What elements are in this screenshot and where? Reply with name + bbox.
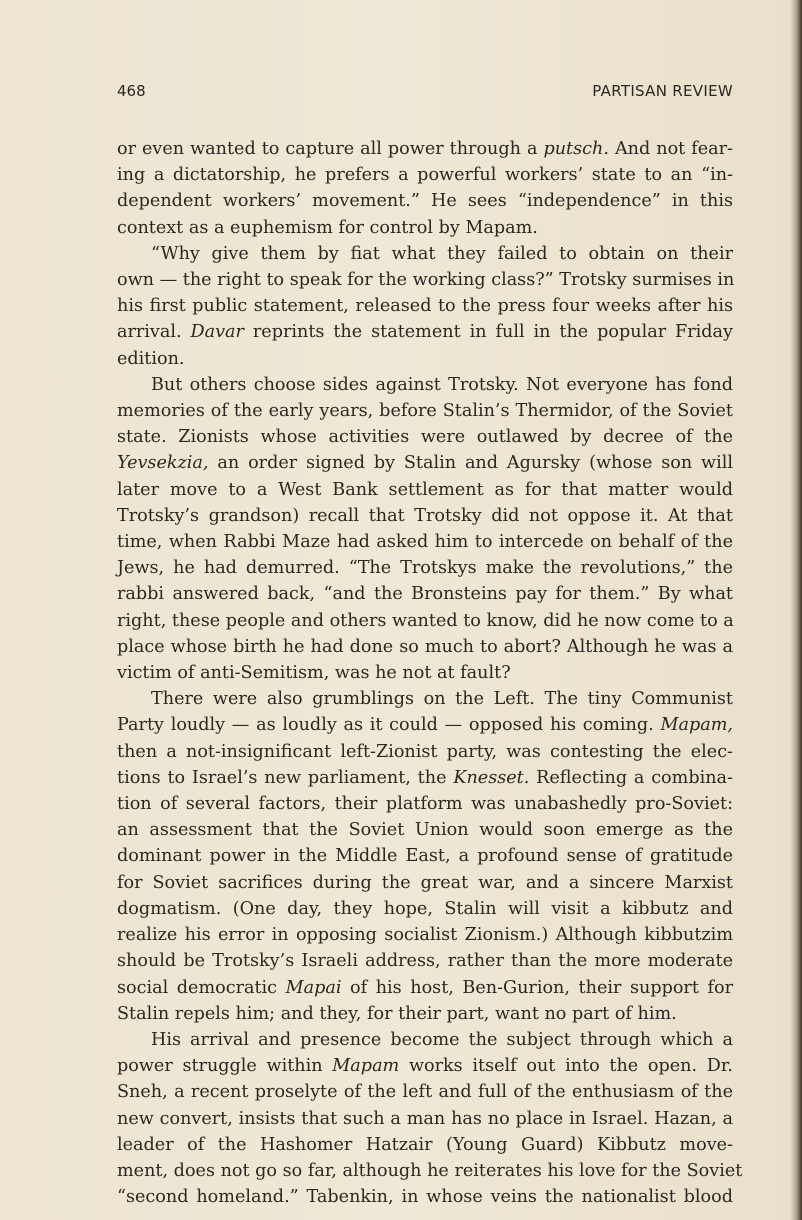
text-run: social democratic <box>117 977 286 998</box>
text-line <box>117 817 733 843</box>
text-run: reprints the statement in full in the popular Friday <box>243 322 733 343</box>
text-line <box>117 346 733 372</box>
text-line <box>117 948 733 974</box>
text-line <box>117 188 733 214</box>
text-run: context as a euphemism for control by Mapam. <box>117 217 538 238</box>
italic-text: Mapai <box>285 977 342 998</box>
text-run: edition. <box>117 348 185 369</box>
text-run: place whose birth he had done so much to abort? Although he was a <box>117 636 733 657</box>
text-run: Sneh, a recent proselyte of the left and full of the enthusiasm of the <box>117 1082 733 1103</box>
text-run: ing a dictatorship, he prefers a powerful workers’ state to an “in- <box>117 165 733 186</box>
text-line <box>117 581 733 607</box>
text-line <box>117 1184 733 1210</box>
italic-text: Knesset. <box>453 767 530 788</box>
text-run: Stalin repels him; and they, for their part, want no part of him. <box>117 1003 677 1024</box>
text-line <box>117 162 733 188</box>
page-header <box>117 82 733 106</box>
text-run: memories of the early years, before Stalin’s Thermidor, of the Soviet <box>117 401 733 422</box>
text-run: Party loudly — as loudly as it could — opposed his coming. <box>117 715 661 736</box>
text-line <box>117 1027 733 1053</box>
text-line <box>117 293 733 319</box>
text-run: time, when Rabbi Maze had asked him to intercede on behalf of the <box>117 532 733 553</box>
text-run: arrival. <box>117 322 191 343</box>
text-line <box>117 791 733 817</box>
text-run: Trotsky’s grandson) recall that Trotsky did not oppose it. At that <box>117 505 733 526</box>
text-line <box>117 477 733 503</box>
text-run: an order signed by Stalin and Agursky (whose son will <box>208 453 733 474</box>
text-run: an assessment that the Soviet Union would soon emerge as the <box>117 820 733 841</box>
text-run: But others choose sides against Trotsky. Not everyone has fond <box>151 374 733 395</box>
text-run: rabbi answered back, “and the Bronsteins pay for them.” By what <box>117 584 733 605</box>
text-run: works itself out into the open. Dr. <box>399 1056 733 1077</box>
page-number: 468 <box>117 82 146 100</box>
text-run: right, these people and others wanted to know, did he now come to a <box>117 610 734 631</box>
text-run: There were also grumblings on the Left. The tiny Communist <box>151 689 733 710</box>
text-line <box>117 215 733 241</box>
running-head: PARTISAN REVIEW <box>592 82 733 100</box>
text-line <box>117 136 733 162</box>
text-run: power struggle within <box>117 1056 333 1077</box>
text-line <box>117 896 733 922</box>
text-line <box>117 1132 733 1158</box>
text-line <box>117 634 733 660</box>
text-line <box>117 450 733 476</box>
text-line <box>117 712 733 738</box>
text-line <box>117 372 733 398</box>
text-run: should be Trotsky’s Israeli address, rather than the more moderate <box>117 951 733 972</box>
text-run: new convert, insists that such a man has no place in Israel. Hazan, a <box>117 1108 733 1129</box>
text-line <box>117 975 733 1001</box>
text-run: “second homeland.” Tabenkin, in whose veins the nationalist blood <box>117 1187 733 1208</box>
text-line <box>117 555 733 581</box>
text-line <box>117 1079 733 1105</box>
text-line <box>117 241 733 267</box>
text-run: “Why give them by fiat what they failed to obtain on their <box>151 243 733 264</box>
text-run: his first public statement, released to the press four weeks after his <box>117 296 733 317</box>
text-line <box>117 922 733 948</box>
text-line <box>117 660 733 686</box>
text-line <box>117 1001 733 1027</box>
text-line <box>117 765 733 791</box>
text-line <box>117 739 733 765</box>
italic-text: Mapam, <box>660 715 733 736</box>
text-run: realize his error in opposing socialist Zionism.) Although kibbutzim <box>117 925 733 946</box>
text-line <box>117 686 733 712</box>
text-line <box>117 424 733 450</box>
text-run: tions to Israel’s new parliament, the <box>117 767 454 788</box>
text-run: dogmatism. (One day, they hope, Stalin will visit a kibbutz and <box>117 898 733 919</box>
text-line <box>117 843 733 869</box>
text-run: His arrival and presence become the subject through which a <box>151 1029 733 1050</box>
text-run: ment, does not go so far, although he reiterates his love for the Soviet <box>117 1160 743 1181</box>
text-run: own — the right to speak for the working class?” Trotsky surmises in <box>117 270 735 291</box>
text-run: Jews, he had demurred. “The Trotskys make the revolutions,” the <box>117 558 733 579</box>
text-line <box>117 1158 743 1184</box>
text-line <box>117 398 733 424</box>
text-run: tion of several factors, their platform was unabashedly pro-Soviet: <box>117 794 733 815</box>
text-run: Reflecting a combina- <box>529 767 733 788</box>
italic-text: Yevsekzia, <box>117 453 209 474</box>
text-run: of his host, Ben-Gurion, their support for <box>341 977 733 998</box>
page-binding-edge <box>790 0 802 1220</box>
text-line <box>117 608 733 634</box>
text-run: for Soviet sacrifices during the great war, and a sincere Marxist <box>117 872 733 893</box>
italic-text: Mapam <box>332 1056 400 1077</box>
italic-text: Davar <box>190 322 244 343</box>
text-run: later move to a West Bank settlement as for that matter would <box>117 479 733 500</box>
text-line <box>117 1106 733 1132</box>
text-run: dependent workers’ movement.” He sees “independence” in this <box>117 191 733 212</box>
text-run: And not fear- <box>608 139 733 159</box>
article-body <box>117 136 743 1210</box>
text-run: leader of the Hashomer Hatzair (Young Guard) Kibbutz move- <box>117 1134 733 1155</box>
text-run: then a not-insignificant left-Zionist party, was contesting the elec- <box>117 741 733 762</box>
text-run: state. Zionists whose activities were outlawed by decree of the <box>117 427 733 448</box>
text-run: or even wanted to capture all power through a <box>117 139 544 159</box>
text-line <box>117 529 733 555</box>
italic-text: putsch. <box>543 139 609 159</box>
text-line <box>117 1053 733 1079</box>
text-line <box>117 319 733 345</box>
text-line <box>117 267 733 293</box>
text-run: dominant power in the Middle East, a profound sense of gratitude <box>117 846 733 867</box>
text-run: victim of anti-Semitism, was he not at fault? <box>117 663 511 684</box>
text-line <box>117 870 733 896</box>
text-line <box>117 503 733 529</box>
